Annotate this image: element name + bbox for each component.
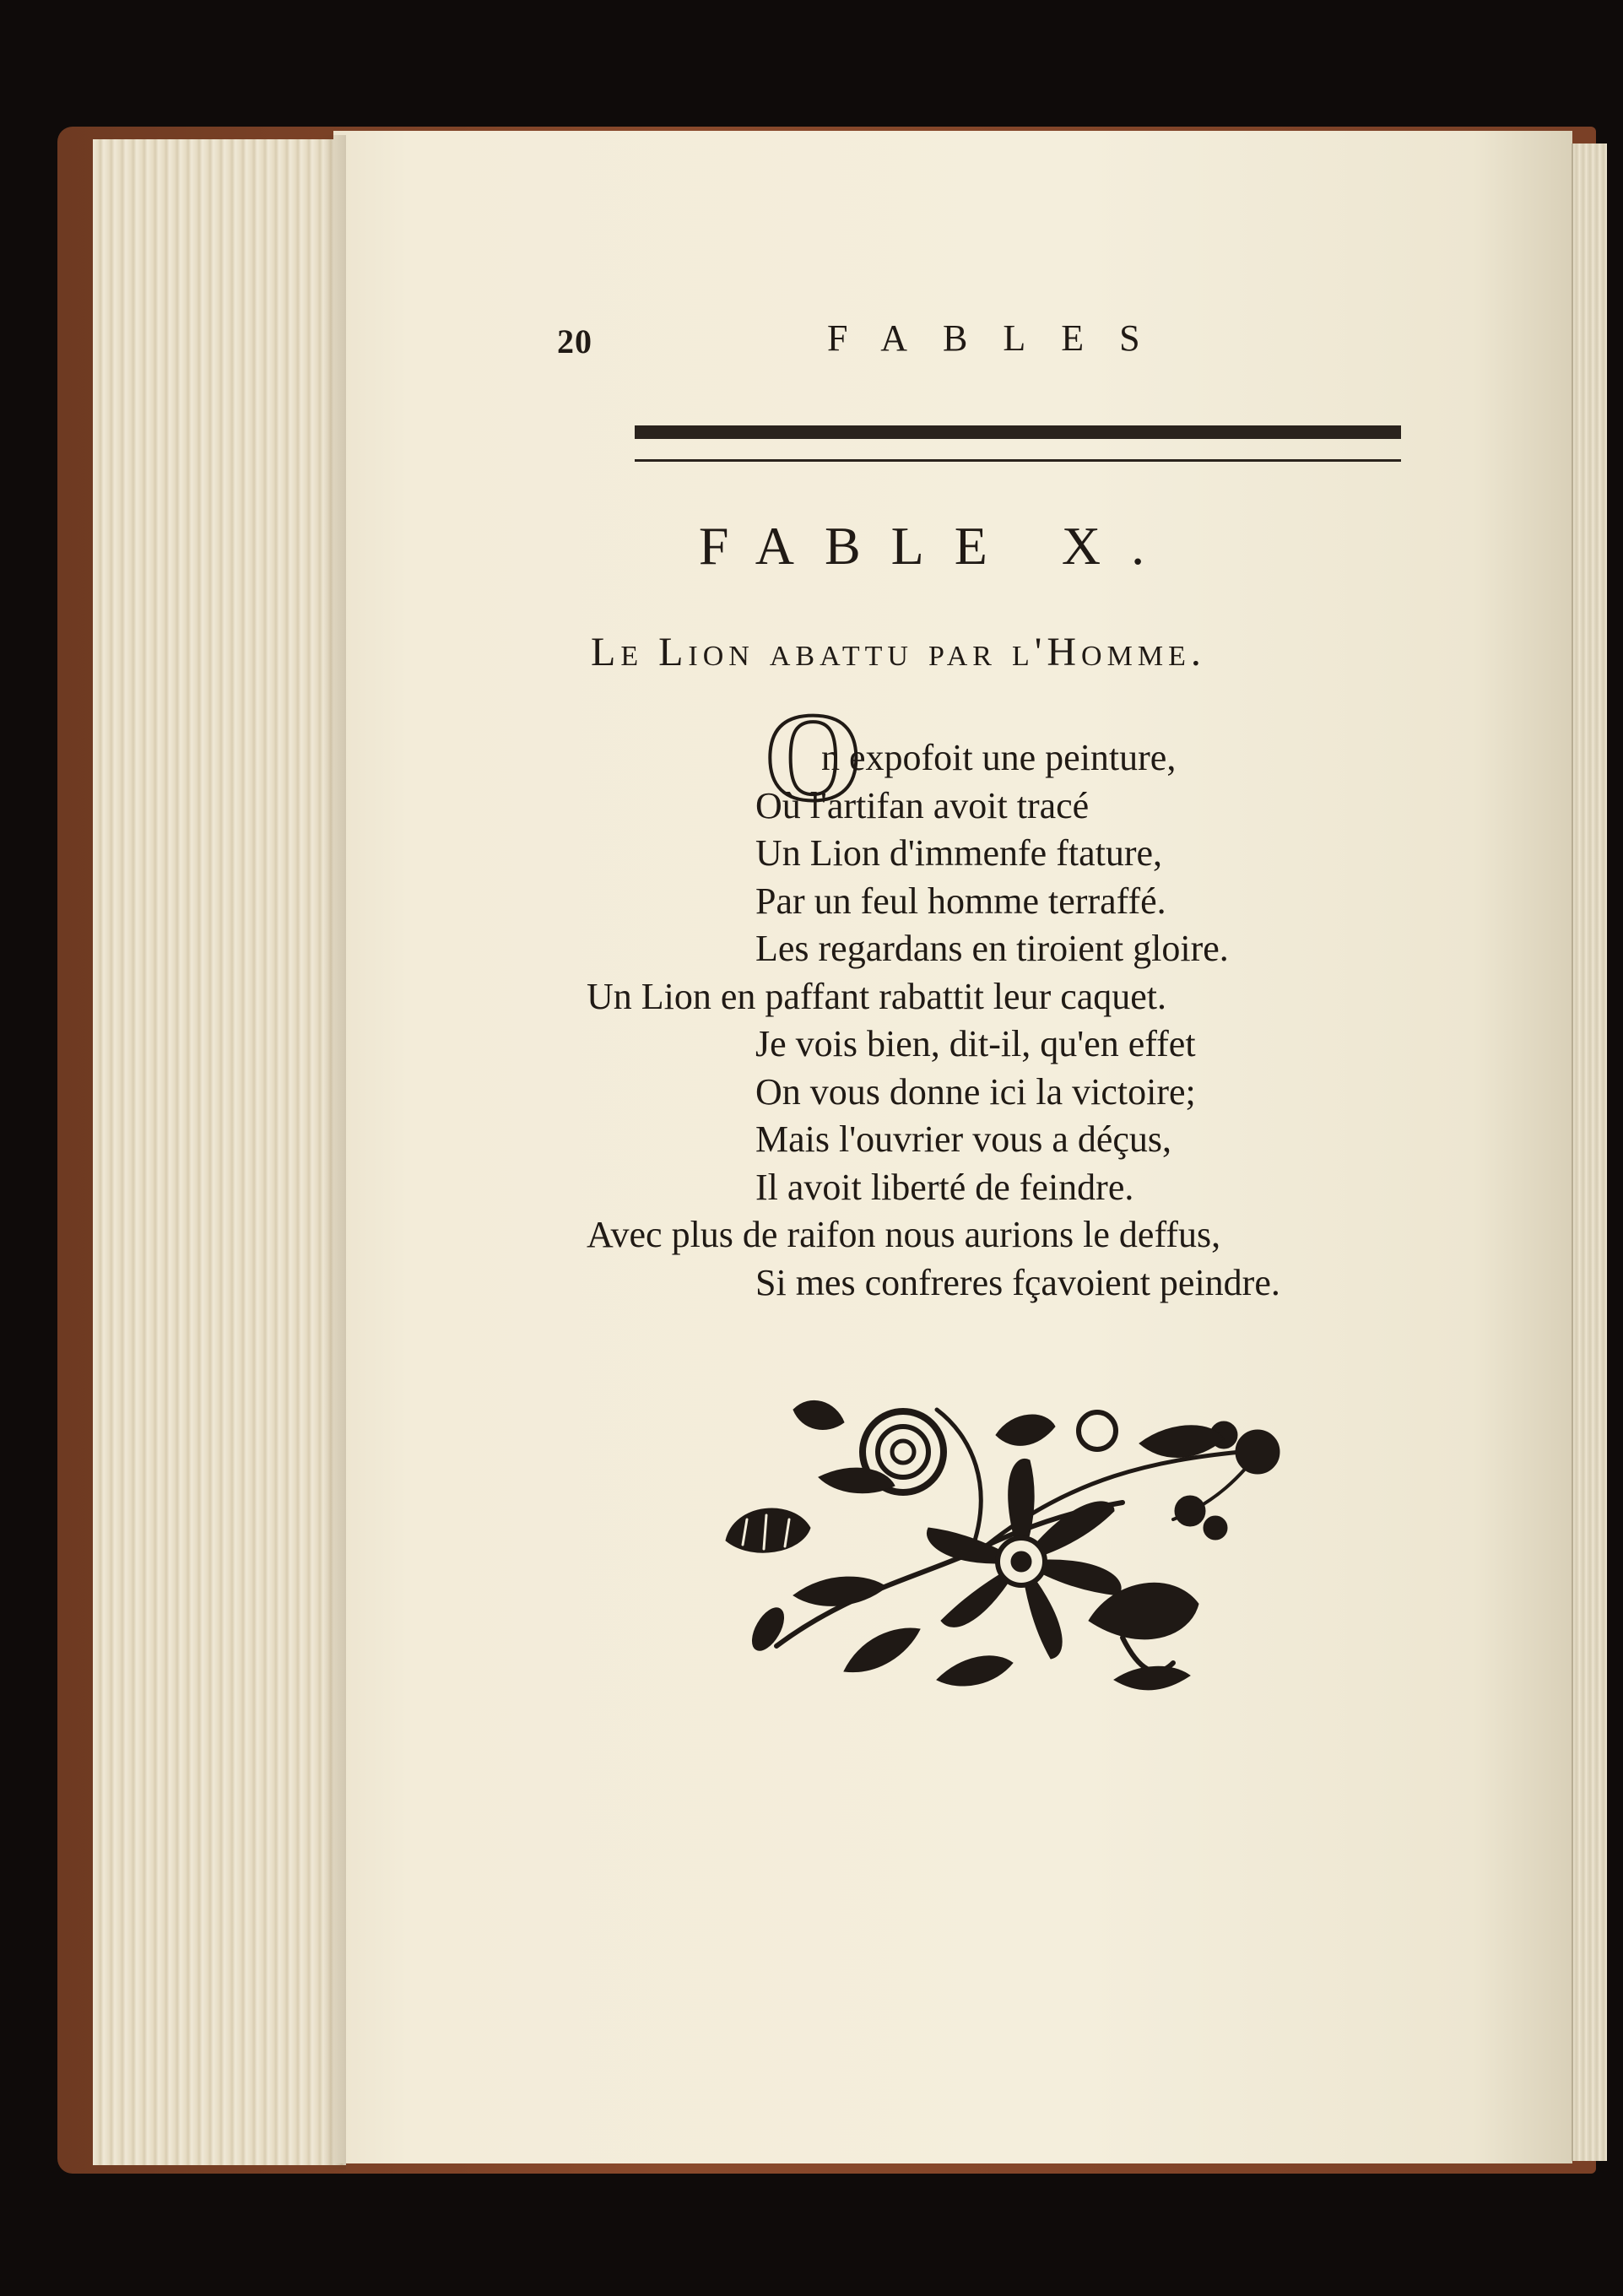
poem-line: n expofoit une peinture,: [821, 737, 1177, 778]
poem: [587, 734, 1431, 1307]
header-rule-thick: [635, 425, 1401, 439]
poem-line: Mais l'ouvrier vous a déçus,: [755, 1118, 1172, 1160]
poem-line: Les regardans en tiroient gloire.: [755, 928, 1229, 969]
facing-page-edge: [1572, 144, 1607, 2161]
page-block-edge: [93, 139, 346, 2165]
poem-line: Je vois bien, dit-il, qu'en effet: [755, 1023, 1196, 1064]
gutter-shadow: [321, 135, 346, 2169]
drop-cap: O: [764, 687, 863, 827]
poem-line: Un Lion d'immenfe ftature,: [755, 832, 1163, 874]
fable-subtitle: Le Lion abattu par l'Homme.: [591, 630, 1206, 674]
header-rule-thin: [635, 459, 1401, 462]
poem-line: On vous donne ici la victoire;: [755, 1070, 1196, 1113]
running-head: [557, 317, 1401, 367]
floral-woodcut-icon: [717, 1384, 1308, 1697]
fable-title: FABLE X.: [698, 516, 1176, 576]
poem-line: Il avoit liberté de feindre.: [755, 1166, 1134, 1208]
poem-line: Un Lion en paffant rabattit leur caquet.: [587, 975, 1167, 1017]
running-head-title: FABLES: [827, 317, 1176, 359]
poem-line: Si mes confreres fçavoient peindre.: [755, 1261, 1280, 1303]
poem-line: Avec plus de raifon nous aurions le deffus,: [587, 1214, 1221, 1255]
poem-line: Où l'artifan avoit tracé: [755, 784, 1090, 826]
page-number: 20: [557, 322, 592, 360]
poem-line: Par un feul homme terraffé.: [755, 880, 1166, 922]
